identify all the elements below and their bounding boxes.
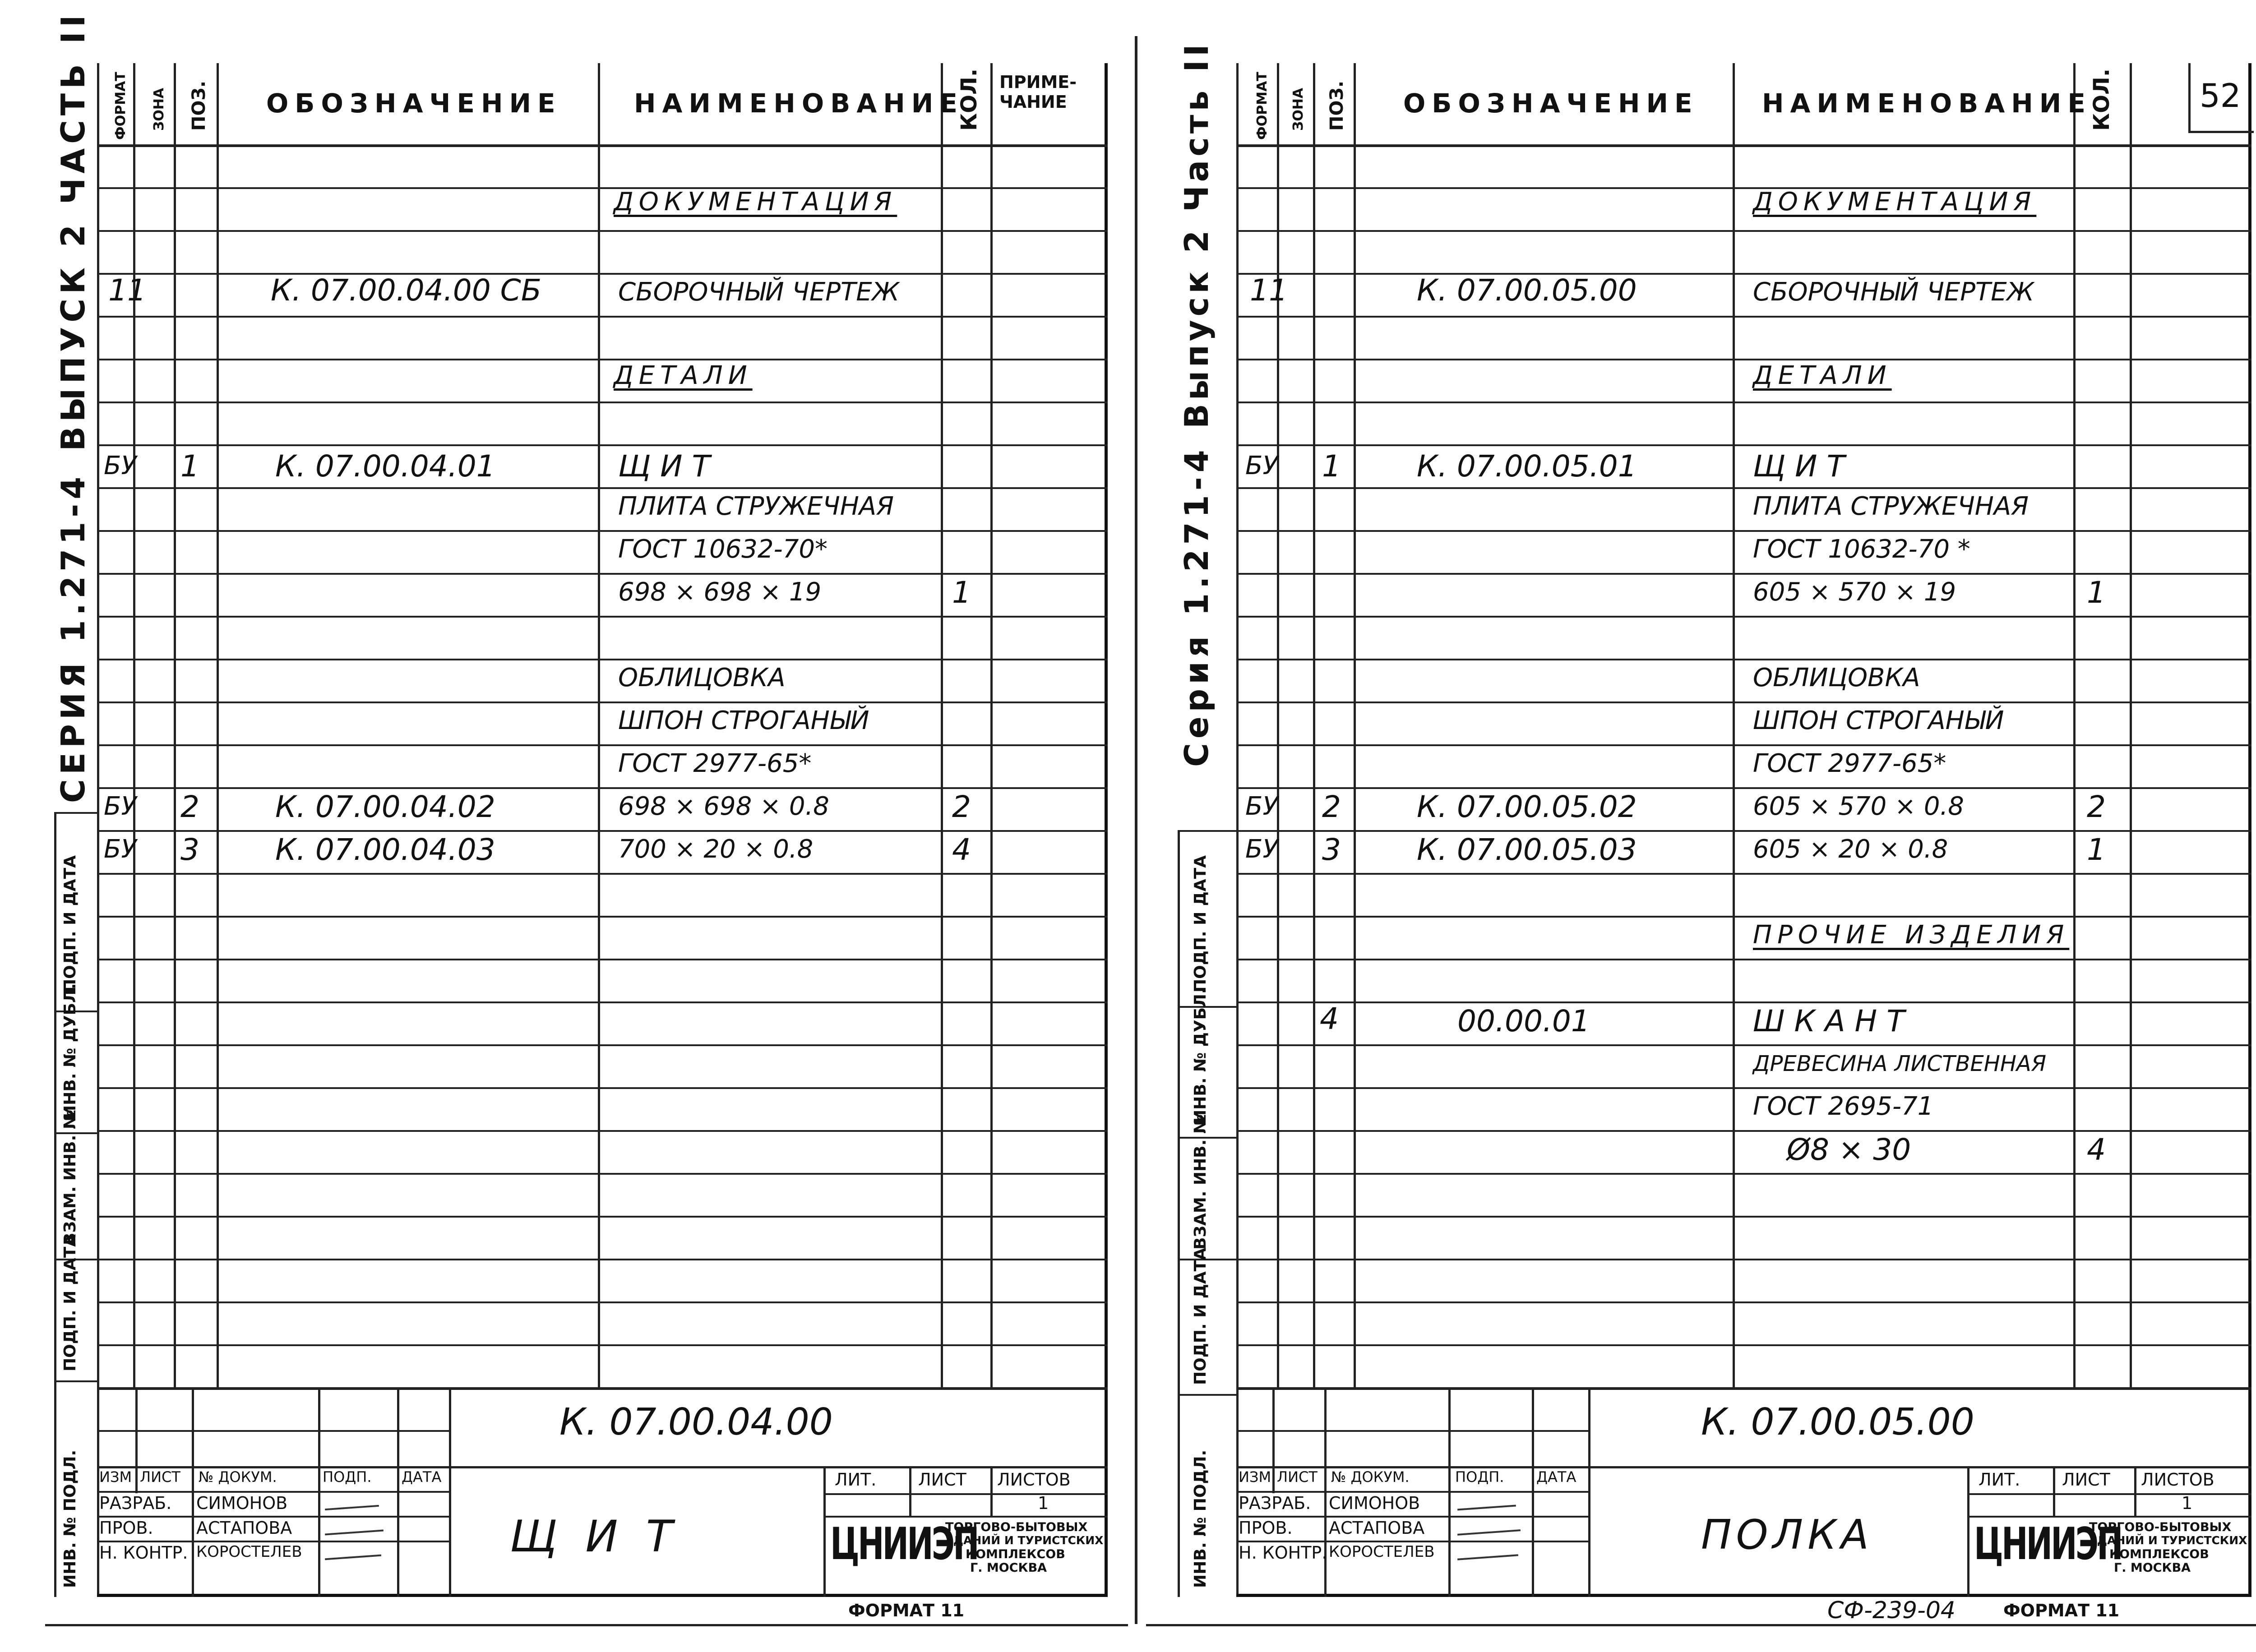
right-tb-col-izm: ИЗМ: [1239, 1468, 1271, 1486]
right-row-designation: К. 07.00.05.01: [1417, 449, 1637, 484]
left-strip-label-2: ИНВ. № ДУБЛ.: [61, 983, 79, 1119]
left-header-format: ФОРМАТ: [113, 72, 129, 140]
left-series-label: СЕРИЯ 1.271-4: [54, 472, 92, 803]
left-row-qty: 4: [952, 832, 971, 867]
left-header-note: ПРИМЕ-ЧАНИЕ: [999, 72, 1077, 112]
left-row-qty: 2: [952, 789, 971, 824]
left-row-pos: 2: [180, 789, 199, 824]
left-row-designation: К. 07.00.04.02: [275, 789, 495, 824]
left-org-line: КОМПЛЕКСОВ: [966, 1547, 1065, 1561]
left-tb-col-doc: № ДОКУМ.: [199, 1468, 277, 1486]
right-strip-label-4: ПОДП. И ДАТА: [1191, 1247, 1210, 1385]
right-row-format: БУ: [1245, 792, 1278, 821]
left-row-format: БУ: [104, 835, 137, 864]
right-row-name: ГОСТ 10632-70 *: [1753, 535, 1970, 564]
page-fold-line: [1135, 36, 1137, 1624]
left-row-name: 700 × 20 × 0.8: [618, 835, 814, 864]
left-row-name: ПЛИТА СТРУЖЕЧНАЯ: [618, 492, 894, 521]
left-row-name: СБОРОЧНЫЙ ЧЕРТЕЖ: [618, 277, 899, 307]
left-tb-col-date: ДАТА: [402, 1468, 442, 1486]
left-tb-role: РАЗРАБ.: [99, 1493, 172, 1513]
right-issue-label: Выпуск 2 Часть II: [1178, 41, 1216, 429]
right-row-name: Щ И Т: [1753, 449, 1845, 484]
right-row-pos: 2: [1322, 789, 1341, 824]
left-tb-designation: К. 07.00.04.00: [559, 1401, 833, 1444]
right-header-designation: ОБОЗНАЧЕНИЕ: [1403, 88, 1699, 119]
right-row-name: Ш К А Н Т: [1753, 1004, 1905, 1038]
right-row-pos: 4: [1320, 1001, 1339, 1036]
right-tb-person: СИМОНОВ: [1329, 1493, 1420, 1513]
left-row-name: 698 × 698 × 0.8: [618, 792, 829, 821]
right-row-format: 11: [1250, 273, 1288, 308]
right-tb-role: РАЗРАБ.: [1239, 1493, 1311, 1513]
right-tb-col-sign: ПОДП.: [1455, 1468, 1504, 1486]
right-row-designation: К. 07.00.05.00: [1417, 273, 1637, 308]
right-row-name: Ø8 × 30: [1787, 1132, 1911, 1167]
right-row-name: ШПОН СТРОГАНЫЙ: [1753, 706, 2004, 735]
right-row-name: ДРЕВЕСИНА ЛИСТВЕННАЯ: [1753, 1051, 2047, 1076]
left-tb-role: Н. КОНТР.: [99, 1543, 188, 1563]
left-tb-sheets-value: 1: [1038, 1493, 1049, 1513]
left-row-name: ГОСТ 2977-65*: [618, 749, 812, 778]
right-row-name: 605 × 20 × 0.8: [1753, 835, 1948, 864]
right-tb-sheets: ЛИСТОВ: [2141, 1470, 2214, 1490]
left-row-designation: К. 07.00.04.03: [275, 832, 495, 867]
right-row-pos: 3: [1322, 832, 1341, 867]
left-row-pos: 1: [180, 449, 199, 484]
right-header-pos: ПОЗ.: [1327, 80, 1347, 131]
right-format-label: ФОРМАТ 11: [2003, 1601, 2120, 1620]
left-row-designation: К. 07.00.04.01: [275, 449, 495, 484]
left-row-name: ШПОН СТРОГАНЫЙ: [618, 706, 869, 735]
left-tb-person: КОРОСТЕЛЕВ: [196, 1543, 302, 1561]
left-issue-label: ВЫПУСК 2 ЧАСТЬ II: [54, 10, 92, 451]
left-row-name: 698 × 698 × 19: [618, 577, 822, 607]
right-org-line: ТОРГОВО-БЫТОВЫХ: [2089, 1520, 2232, 1534]
left-org-line: ЗДАНИЙ И ТУРИСТСКИХ: [945, 1534, 1104, 1547]
right-header-qty: КОЛ.: [2089, 68, 2114, 131]
right-header-name: НАИМЕНОВАНИЕ: [1762, 88, 2092, 119]
left-row-format: БУ: [104, 451, 137, 480]
left-org-logo: ЦНИИЭП: [830, 1518, 978, 1570]
left-header-designation: ОБОЗНАЧЕНИЕ: [266, 88, 562, 119]
right-row-name: 605 × 570 × 0.8: [1753, 792, 1964, 821]
right-tb-role: ПРОВ.: [1239, 1518, 1293, 1538]
right-tb-lit: ЛИТ.: [1979, 1470, 2020, 1490]
left-row-format: 11: [108, 273, 146, 308]
right-header-zone: ЗОНА: [1290, 88, 1306, 131]
left-tb-sheet: ЛИСТ: [918, 1470, 966, 1490]
left-strip-label-4: ПОДП. И ДАТА: [61, 1234, 79, 1371]
left-tb-col-list: ЛИСТ: [140, 1468, 180, 1486]
right-series-label: Серия 1.271-4: [1178, 445, 1216, 767]
left-row-pos: 3: [180, 832, 199, 867]
right-section-documentation: ДОКУМЕНТАЦИЯ: [1753, 187, 2037, 217]
right-row-name: СБОРОЧНЫЙ ЧЕРТЕЖ: [1753, 277, 2034, 307]
left-format-label: ФОРМАТ 11: [848, 1601, 965, 1620]
right-strip-label-3: ВЗАМ. ИНВ. №: [1191, 1114, 1210, 1250]
left-row-format: БУ: [104, 792, 137, 821]
right-strip-label-5: ИНВ. № ПОДЛ.: [1191, 1449, 1210, 1588]
right-header-format: ФОРМАТ: [1254, 72, 1270, 140]
left-tb-name: Щ И Т: [510, 1511, 680, 1562]
left-tb-role: ПРОВ.: [99, 1518, 153, 1538]
left-row-name: Щ И Т: [618, 449, 710, 484]
right-tb-designation: К. 07.00.05.00: [1701, 1401, 1974, 1444]
right-row-designation: К. 07.00.05.03: [1417, 832, 1637, 867]
right-row-name: ПЛИТА СТРУЖЕЧНАЯ: [1753, 492, 2029, 521]
page-bottom-line: [45, 1624, 1128, 1626]
right-org-line: Г. МОСКВА: [2114, 1561, 2191, 1575]
right-row-name: ГОСТ 2977-65*: [1753, 749, 1946, 778]
right-row-qty: 1: [2087, 575, 2106, 610]
right-section-details: ДЕТАЛИ: [1753, 361, 1892, 390]
right-section-other: ПРОЧИЕ ИЗДЕЛИЯ: [1753, 920, 2070, 950]
left-row-name: ГОСТ 10632-70*: [618, 535, 828, 564]
left-tb-person: АСТАПОВА: [196, 1518, 292, 1538]
right-tb-col-doc: № ДОКУМ.: [1331, 1468, 1410, 1486]
right-row-designation: 00.00.01: [1457, 1004, 1590, 1038]
right-row-name: 605 × 570 × 19: [1753, 577, 1956, 607]
left-section-documentation: ДОКУМЕНТАЦИЯ: [614, 187, 897, 217]
left-strip-label-3: ВЗАМ. ИНВ. №: [61, 1109, 79, 1245]
right-tb-person: КОРОСТЕЛЕВ: [1329, 1543, 1435, 1561]
right-row-pos: 1: [1322, 449, 1341, 484]
right-strip-label-2: ИНВ. № ДУБЛ.: [1191, 988, 1210, 1123]
right-row-qty: 2: [2087, 789, 2106, 824]
right-row-designation: К. 07.00.05.02: [1417, 789, 1637, 824]
left-tb-col-izm: ИЗМ: [99, 1468, 132, 1486]
left-strip-label-5: ИНВ. № ПОДЛ.: [61, 1449, 79, 1588]
right-stamp-code: СФ-239-04: [1827, 1597, 1956, 1624]
left-row-qty: 1: [952, 575, 971, 610]
right-tb-person: АСТАПОВА: [1329, 1518, 1425, 1538]
left-header-qty: КОЛ.: [957, 68, 982, 131]
right-row-qty: 1: [2087, 832, 2106, 867]
page-bottom-line: [1146, 1624, 2256, 1626]
left-strip-label-1: ПОДП. И ДАТА: [61, 855, 79, 992]
right-tb-name: ПОЛКА: [1701, 1511, 1873, 1559]
right-org-line: ЗДАНИЙ И ТУРИСТСКИХ: [2089, 1534, 2247, 1547]
right-tb-role: Н. КОНТР.: [1239, 1543, 1327, 1563]
left-org-line: ТОРГОВО-БЫТОВЫХ: [945, 1520, 1088, 1534]
right-tb-sheets-value: 1: [2182, 1493, 2193, 1513]
right-row-name: ОБЛИЦОВКА: [1753, 663, 1920, 692]
right-tb-col-list: ЛИСТ: [1277, 1468, 1318, 1486]
right-strip-label-1: ПОДП. И ДАТА: [1191, 855, 1210, 992]
left-tb-col-sign: ПОДП.: [323, 1468, 372, 1486]
left-header-pos: ПОЗ.: [189, 80, 209, 131]
page-number: 52: [2200, 77, 2241, 115]
right-tb-col-date: ДАТА: [1536, 1468, 1576, 1486]
right-row-format: БУ: [1245, 451, 1278, 480]
left-org-line: Г. МОСКВА: [970, 1561, 1047, 1575]
right-row-qty: 4: [2087, 1132, 2106, 1167]
right-row-name: ГОСТ 2695-71: [1753, 1092, 1934, 1121]
left-row-name: ОБЛИЦОВКА: [618, 663, 786, 692]
right-org-logo: ЦНИИЭП: [1974, 1518, 2122, 1570]
left-tb-sheets: ЛИСТОВ: [997, 1470, 1071, 1490]
right-row-format: БУ: [1245, 835, 1278, 864]
left-tb-person: СИМОНОВ: [196, 1493, 288, 1513]
left-row-designation: К. 07.00.04.00 СБ: [271, 273, 542, 308]
left-header-zone: ЗОНА: [151, 88, 167, 131]
left-header-name: НАИМЕНОВАНИЕ: [634, 88, 964, 119]
left-tb-lit: ЛИТ.: [835, 1470, 877, 1490]
right-tb-sheet: ЛИСТ: [2062, 1470, 2110, 1490]
right-org-line: КОМПЛЕКСОВ: [2109, 1547, 2209, 1561]
left-section-details: ДЕТАЛИ: [614, 361, 753, 390]
